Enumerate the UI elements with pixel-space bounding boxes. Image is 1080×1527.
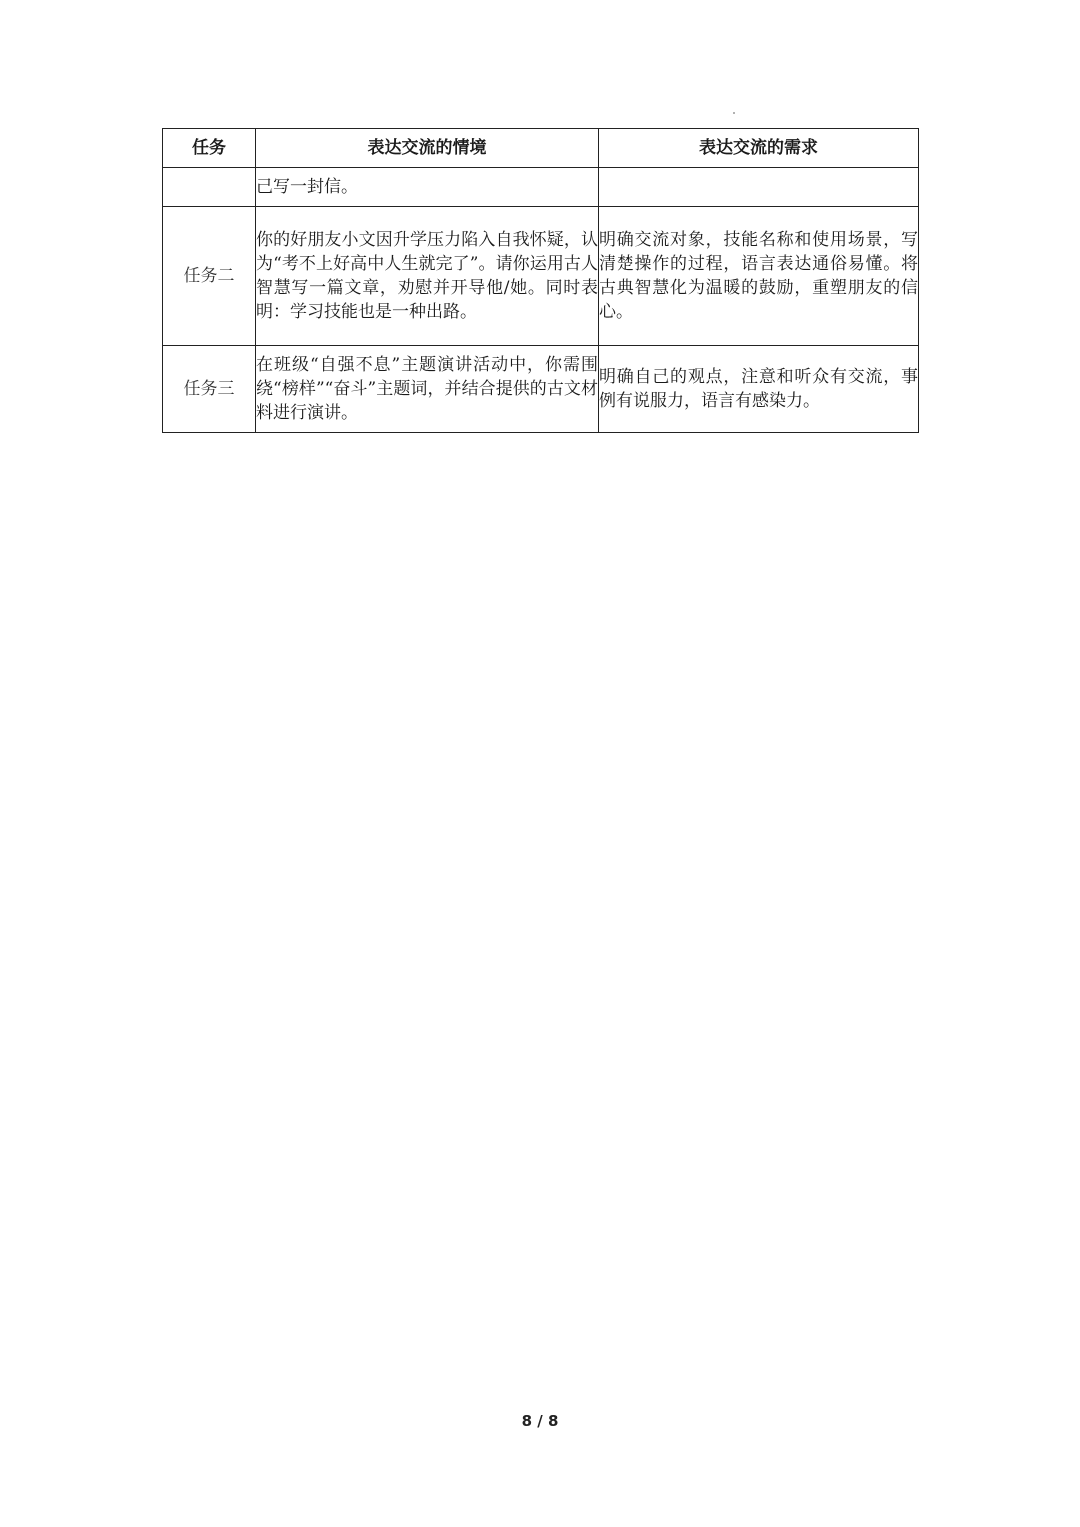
scenario-cell: 你的好朋友小文因升学压力陷入自我怀疑，认为“考不上好高中人生就完了”。请你运用古人智慧写一篇文章，劝慰并开导他/她。同时表明：学习技能也是一种出路。 bbox=[256, 207, 599, 346]
scenario-cell: 己写一封信。 bbox=[256, 168, 599, 207]
table-header-row bbox=[163, 129, 919, 168]
task-cell: 任务三 bbox=[163, 346, 256, 433]
table-row bbox=[163, 346, 919, 433]
demand-cell: 明确交流对象，技能名称和使用场景，写清楚操作的过程，语言表达通俗易懂。将古典智慧化为温暖的鼓励，重塑朋友的信心。 bbox=[599, 207, 919, 346]
header-scenario: 表达交流的情境 bbox=[256, 129, 599, 168]
header-task: 任务 bbox=[163, 129, 256, 168]
scenario-cell: 在班级“自强不息”主题演讲活动中，你需围绕“榜样”“奋斗”主题词，并结合提供的古文材料进行演讲。 bbox=[256, 346, 599, 433]
demand-cell: 明确自己的观点，注意和听众有交流，事例有说服力，语言有感染力。 bbox=[599, 346, 919, 433]
page-number: 8 / 8 bbox=[521, 1412, 559, 1430]
scan-speck bbox=[733, 112, 735, 114]
task-cell bbox=[163, 168, 256, 207]
task-table bbox=[162, 128, 919, 433]
task-cell: 任务二 bbox=[163, 207, 256, 346]
header-demand: 表达交流的需求 bbox=[599, 129, 919, 168]
table-row bbox=[163, 207, 919, 346]
table-row bbox=[163, 168, 919, 207]
demand-cell bbox=[599, 168, 919, 207]
